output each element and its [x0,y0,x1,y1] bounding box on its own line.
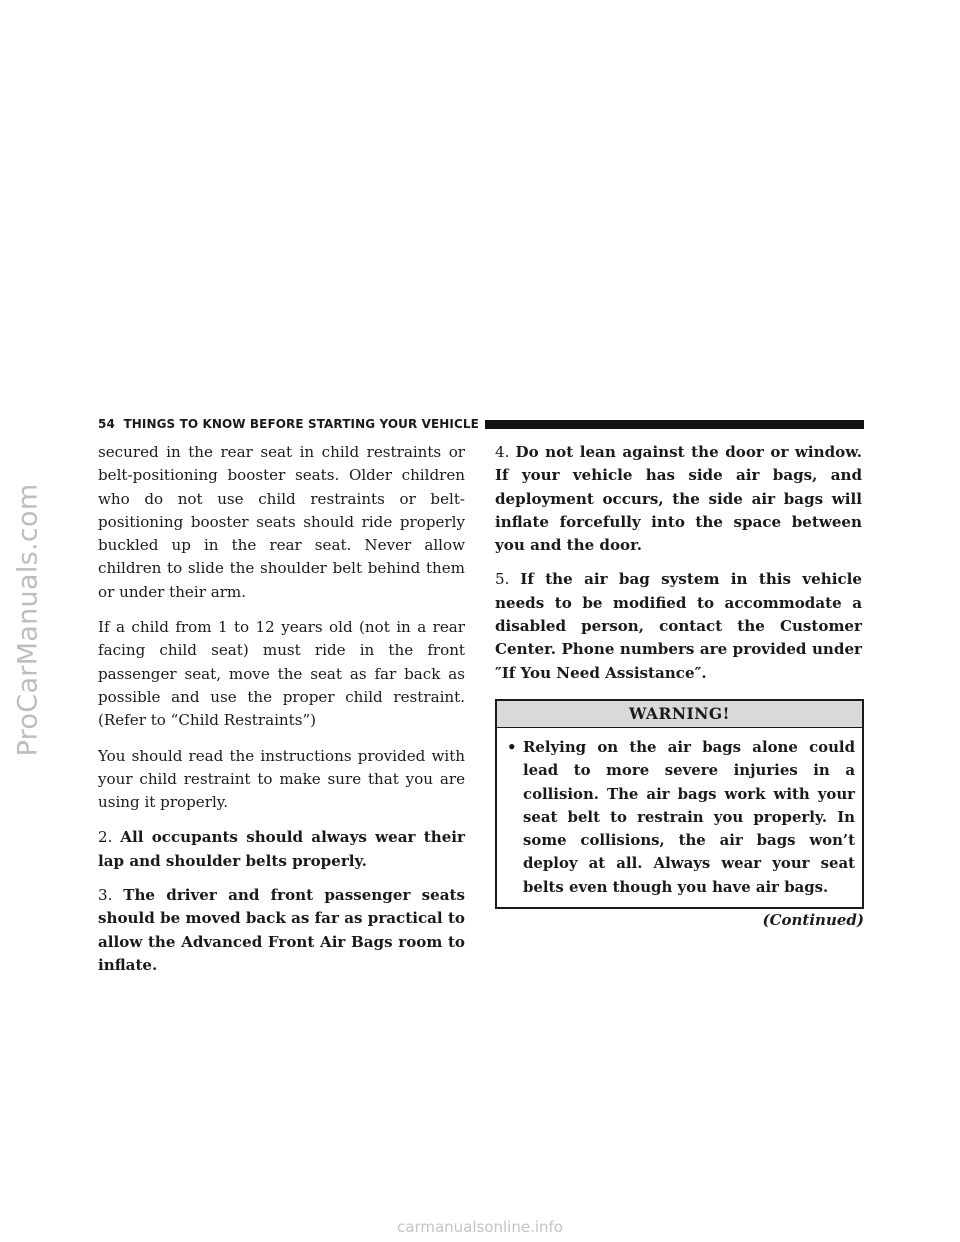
page-number: 54 [98,417,115,431]
left-column [98,441,465,989]
header-text [98,417,479,431]
list-number: 4. [495,443,510,461]
list-item-3 [98,884,465,977]
warning-box [495,699,864,909]
header-rule [485,420,864,429]
warning-text: Relying on the air bags alone could lead to more severe injuries in a collision. The air bags work with your seat belt to restrain you properly. In some collisions, the air bags won’t deploy at all. Always wear your seat belts even though you have air bags. [523,737,855,896]
list-text: Do not lean against the door or window. If your vehicle has side air bags, and deployment occurs, the side air bags will inflate forcefully into the space between you and the door. [495,443,862,555]
list-text: If the air bag system in this vehicle needs to be modified to accommodate a disabled person, contact the Customer Center. Phone numbers are provided under ″If You Need Assistance″. [495,570,862,682]
warning-body [497,728,862,907]
list-text: The driver and front passenger seats should be moved back as far as practical to allow the Advanced Front Air Bags room to inflate. [98,886,465,974]
list-item-2 [98,826,465,873]
section-title: THINGS TO KNOW BEFORE STARTING YOUR VEHICLE [123,417,479,431]
side-watermark: ProCarManuals.com [12,483,44,757]
paragraph-read-instructions: You should read the instructions provided with your child restraint to make sure that you are using it properly. [98,746,465,812]
continued-label: (Continued) [762,911,864,930]
right-column [495,441,862,931]
list-item-4 [495,441,862,557]
list-number: 3. [98,886,113,905]
bullet-icon: • [507,737,517,756]
bottom-watermark: carmanualsonline.info [397,1218,563,1236]
paragraph-front-seat-child: If a child from 1 to 12 years old (not in a rear facing child seat) must ride in the front passenger seat, move the seat as far back as possible and use the proper child restraint. (Refer to “Child Restraints”) [98,618,465,730]
list-text: All occupants should always wear their lap and shoulder belts properly. [98,828,465,870]
list-item-5 [495,568,862,684]
page-header [98,415,864,433]
warning-title: WARNING! [497,701,862,728]
list-number: 5. [495,570,510,589]
paragraph-child-seating: secured in the rear seat in child restraints or belt-positioning booster seats. Older children who do not use child restraints or belt-positioning booster seats should ride properly buckled up in the rear seat. Never allow children to slide the shoulder belt behind them or under their arm. [98,443,465,601]
list-number: 2. [98,828,113,847]
